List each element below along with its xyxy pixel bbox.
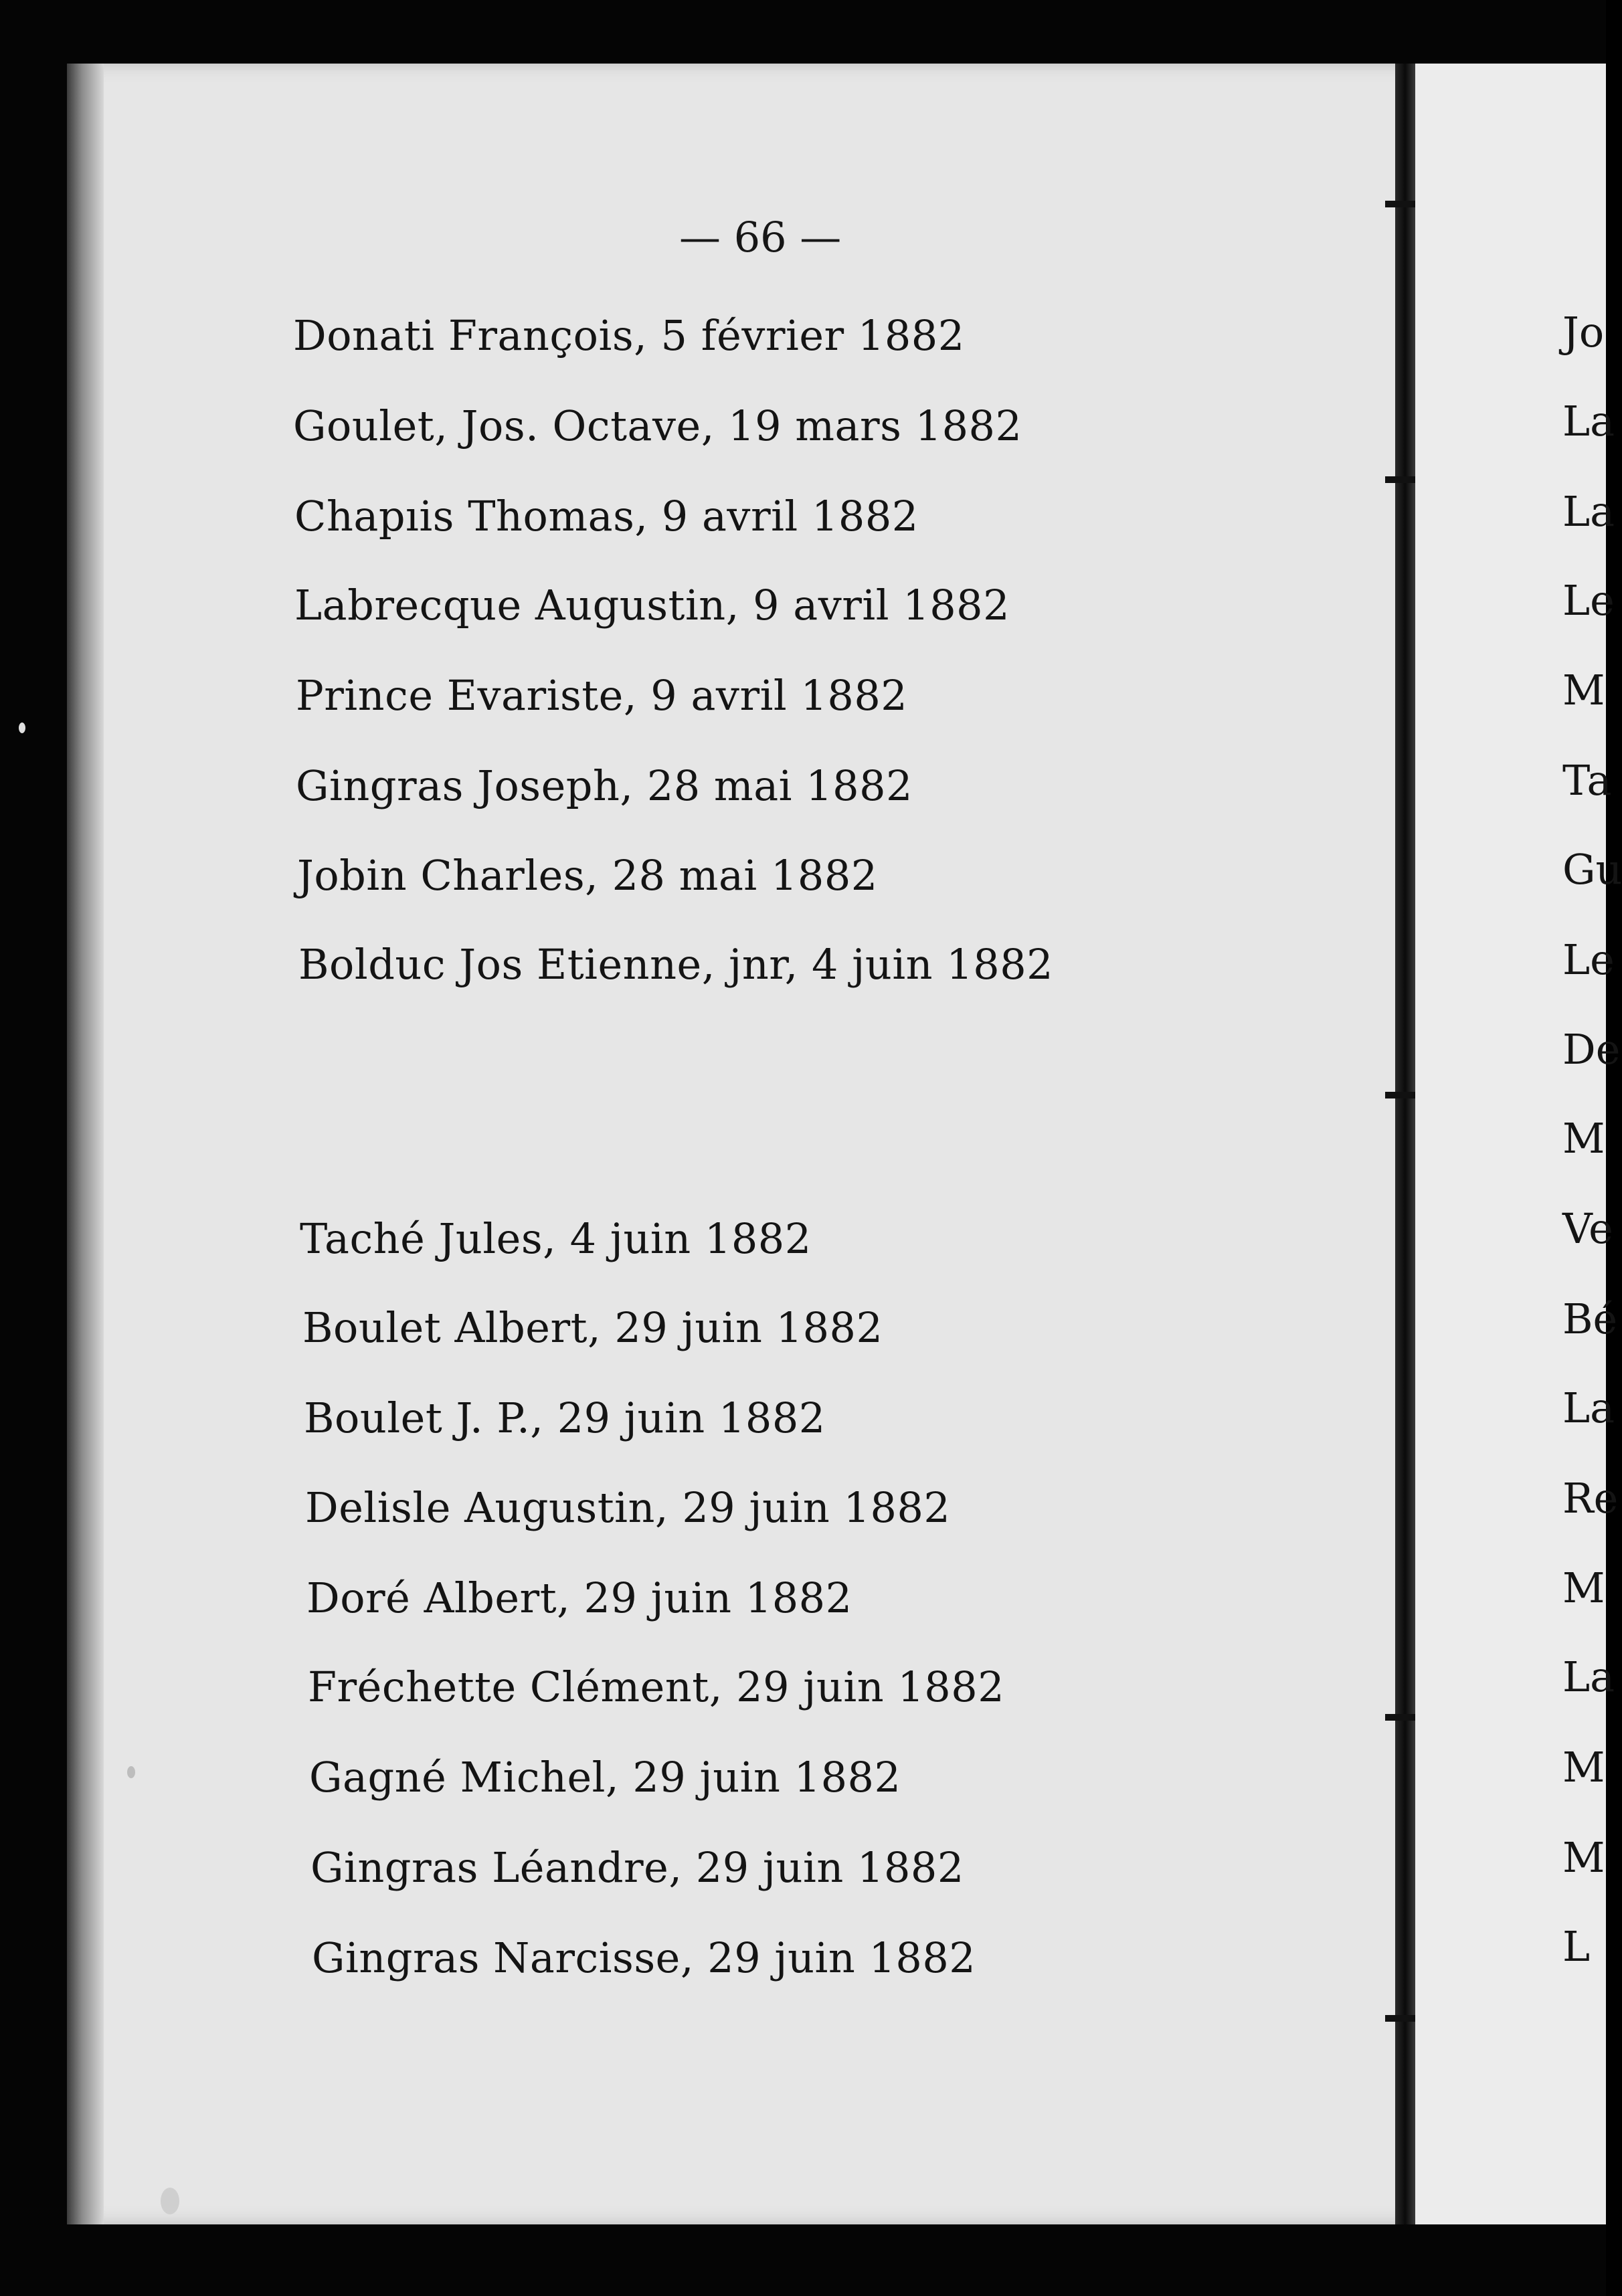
right-page-fragment: Ve xyxy=(1562,1204,1613,1253)
right-page-fragment: Ta xyxy=(1562,756,1612,805)
right-page-fragment: L xyxy=(1562,1922,1591,1971)
list-item: Bolduc Jos Etienne, jnr, 4 juin 1882 xyxy=(298,940,1054,989)
scan-speck xyxy=(161,2188,179,2214)
list-item: Jobin Charles, 28 mai 1882 xyxy=(297,851,878,900)
list-item: Donati François, 5 février 1882 xyxy=(293,311,965,360)
right-page-fragment: La xyxy=(1562,1383,1615,1432)
right-page-fragment: M xyxy=(1562,1833,1605,1882)
list-item: Gagné Michel, 29 juin 1882 xyxy=(309,1753,901,1802)
right-page-fragment: De xyxy=(1562,1025,1621,1074)
book-spine xyxy=(1395,64,1415,2224)
page-number: — 66 — xyxy=(679,213,842,262)
list-item: Delisle Augustin, 29 juin 1882 xyxy=(305,1483,951,1532)
right-page-fragment: Le xyxy=(1562,576,1615,625)
right-page-fragment: Bé xyxy=(1562,1295,1618,1343)
list-item: Prince Evariste, 9 avril 1882 xyxy=(296,671,908,720)
list-item: Doré Albert, 29 juin 1882 xyxy=(306,1573,852,1622)
scan-speck xyxy=(127,1766,135,1778)
list-item: Chapıis Thomas, 9 avril 1882 xyxy=(294,492,919,541)
scan-speck xyxy=(19,723,25,733)
right-page-fragment: Gu xyxy=(1562,845,1622,894)
right-page-fragment: Re xyxy=(1562,1474,1619,1523)
right-page-fragment: M xyxy=(1562,666,1605,714)
right-page-fragment: La xyxy=(1562,1652,1615,1701)
right-page-fragment: M xyxy=(1562,1563,1605,1612)
left-page xyxy=(67,64,1399,2224)
list-item: Labrecque Augustin, 9 avril 1882 xyxy=(294,581,1010,630)
list-item: Boulet J. P., 29 juin 1882 xyxy=(304,1394,826,1442)
list-item: Fréchette Clément, 29 juin 1882 xyxy=(308,1662,1005,1711)
list-item: Gingras Narcisse, 29 juin 1882 xyxy=(312,1933,976,1982)
list-item: Gingras Léandre, 29 juin 1882 xyxy=(310,1843,964,1892)
list-item: Boulet Albert, 29 juin 1882 xyxy=(302,1303,883,1352)
right-page-fragment: La xyxy=(1562,487,1615,536)
right-page-fragment: La xyxy=(1562,397,1615,446)
right-page-fragment: M xyxy=(1562,1114,1605,1163)
list-item: Goulet, Jos. Octave, 19 mars 1882 xyxy=(293,401,1022,450)
list-item: Gingras Joseph, 28 mai 1882 xyxy=(296,761,913,810)
right-page-fragment: Jo xyxy=(1562,308,1605,357)
right-page-fragment: M xyxy=(1562,1743,1605,1792)
list-item: Taché Jules, 4 juin 1882 xyxy=(300,1214,812,1263)
right-page-fragment: Le xyxy=(1562,935,1615,984)
